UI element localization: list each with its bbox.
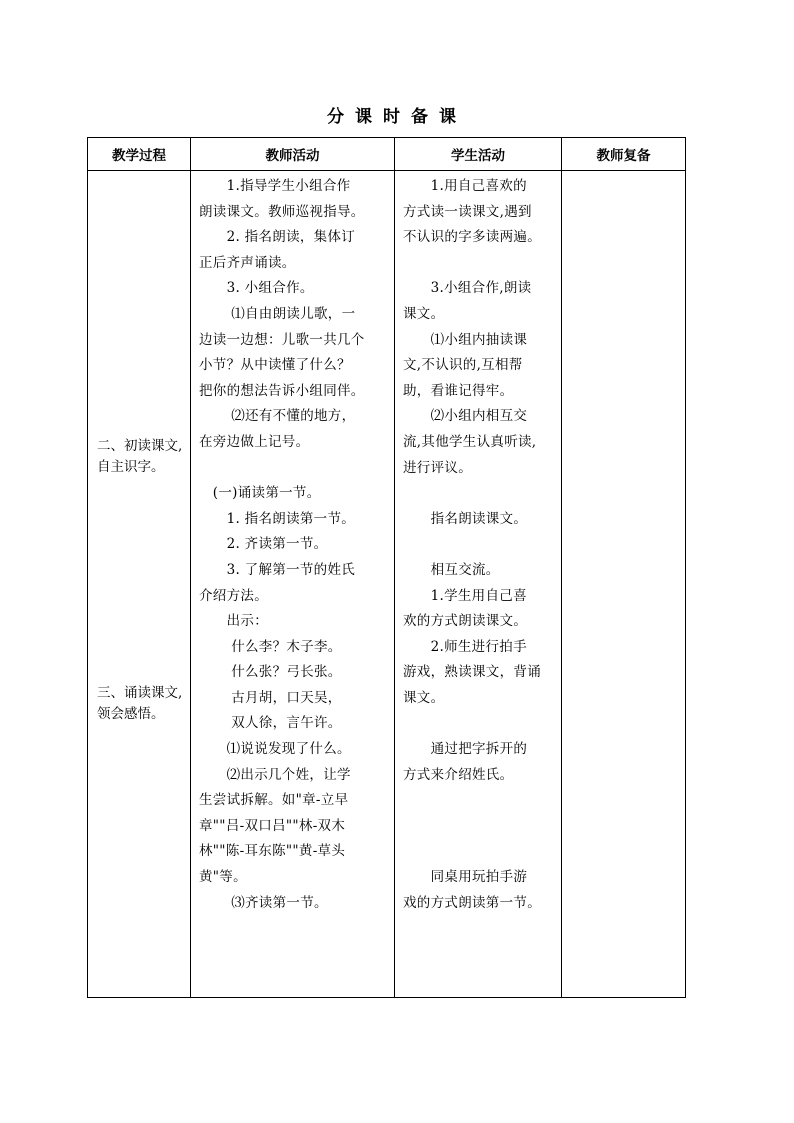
teacher-activity-line: 双人徐，言午许。 [199, 715, 342, 732]
teacher-activity-line: ⑴说说发现了什么。 [199, 741, 351, 758]
student-activity-line: 流,其他学生认真听读, [403, 433, 537, 450]
teacher-activity-line: 介绍方法。 [199, 587, 268, 604]
teacher-activity-line: 正后齐声诵读。 [199, 254, 296, 271]
teacher-activity-line: 3. 小组合作。 [199, 280, 314, 297]
student-activity-line: 方式来介绍姓氏。 [403, 766, 514, 783]
student-activity-line: 助，看谁记得牢。 [403, 382, 514, 399]
teacher-activity-line: 小节？从中读懂了什么？ [199, 357, 351, 374]
teacher-activity-line: 1.指导学生小组合作 [199, 178, 351, 194]
teacher-activity-line: 黄"等。 [199, 869, 247, 886]
student-activity-line: 相互交流。 [403, 561, 500, 578]
teacher-review-cell[interactable] [562, 171, 686, 998]
process-step-3-line2: 领会感悟。 [97, 706, 165, 722]
teacher-activity-line: (一)诵读第一节。 [199, 485, 321, 502]
page-title: 分课时备课 [327, 107, 467, 127]
student-activity-line [403, 788, 557, 814]
student-activity-line: 戏的方式朗读第一节。 [403, 894, 541, 911]
teacher-activity-line: ⑵还有不懂的地方， [199, 408, 356, 425]
student-activity-line [403, 532, 557, 558]
process-step-2 [97, 436, 182, 478]
teacher-activity-line: 什么张？弓长张。 [199, 664, 342, 681]
teacher-activity-line [199, 456, 390, 482]
student-activity-line: 3.小组合作,朗读 [403, 280, 532, 297]
header-process: 教学过程 [88, 138, 191, 171]
student-activity-line: ⑵小组内相互交 [403, 408, 528, 425]
student-activity-line: 文,不认识的,互相帮 [403, 357, 523, 374]
student-activity-line: 1.用自己喜欢的 [403, 178, 527, 194]
teacher-activity-line: 把你的想法告诉小组同伴。 [199, 382, 365, 399]
student-activity-line [403, 481, 557, 507]
teacher-activity-line: ⑶齐读第一节。 [199, 894, 328, 911]
student-activity-line: 方式读一读课文,遇到 [403, 203, 532, 220]
student-activity-line: 欢的方式朗读课文。 [403, 613, 528, 630]
table-header-row [88, 138, 686, 171]
process-step-2-line2: 自主识字。 [97, 459, 165, 475]
process-cell [88, 171, 191, 998]
student-activity-line: 课文。 [403, 305, 445, 322]
teacher-activity-line: 古月胡，口天吴， [199, 689, 342, 706]
student-activity-line: 1.学生用自己喜 [403, 587, 527, 604]
lesson-plan-table [87, 137, 686, 998]
teacher-activity-line: ⑴自由朗读儿歌，一 [199, 305, 356, 322]
process-step-2-line1: 二、初读课文, [97, 438, 183, 454]
teacher-activity-line: 章""吕-双口吕""林-双木 [199, 817, 346, 834]
teacher-activity-line: 3. 了解第一节的姓氏 [199, 561, 356, 578]
student-activity-line [403, 251, 557, 277]
student-activity-line: 通过把字拆开的 [403, 741, 528, 758]
process-step-3-line1: 三、诵读课文, [97, 685, 183, 701]
student-activity-cell [395, 171, 562, 998]
student-activity-line [403, 814, 557, 840]
student-activity-line: 同桌用玩拍手游 [403, 869, 528, 886]
table-body-row [88, 171, 686, 998]
student-activity-line: 2.师生进行拍手 [403, 638, 527, 655]
header-student-activity: 学生活动 [395, 138, 562, 171]
teacher-activity-line: 1. 指名朗读第一节。 [199, 510, 356, 527]
student-activity-line [403, 839, 557, 865]
teacher-activity-line: 什么李？木子李。 [199, 638, 342, 655]
teacher-activity-line: 边读一边想：儿歌一共几个 [199, 331, 365, 348]
teacher-activity-line: 在旁边做上记号。 [199, 433, 310, 450]
header-teacher-activity: 教师活动 [191, 138, 395, 171]
teacher-activity-line: 出示： [199, 613, 268, 630]
teacher-activity-line: 朗读课文。教师巡视指导。 [199, 203, 365, 220]
teacher-activity-line: 生尝试拆解。如"章-立早 [199, 792, 349, 809]
teacher-activity-line: 2. 指名朗读，集体订 [199, 229, 356, 246]
student-activity-line: 指名朗读课文。 [403, 510, 528, 527]
student-activity-line [403, 711, 557, 737]
student-activity-line: 游戏，熟读课文，背诵 [403, 664, 541, 681]
teacher-activity-text [191, 171, 394, 916]
teacher-activity-line: 林""陈-耳东陈""黄-草头 [199, 843, 346, 860]
teacher-activity-line: ⑵出示几个姓，让学 [199, 766, 351, 783]
student-activity-line: 不认识的字多读两遍。 [403, 229, 541, 246]
student-activity-text [395, 171, 561, 916]
header-teacher-review: 教师复备 [562, 138, 686, 171]
process-step-3 [97, 683, 182, 725]
teacher-activity-cell [191, 171, 395, 998]
student-activity-line: 进行评议。 [403, 459, 472, 476]
student-activity-line: ⑴小组内抽读课 [403, 331, 528, 348]
teacher-activity-line: 2. 齐读第一节。 [199, 536, 328, 553]
student-activity-line: 课文。 [403, 689, 445, 706]
